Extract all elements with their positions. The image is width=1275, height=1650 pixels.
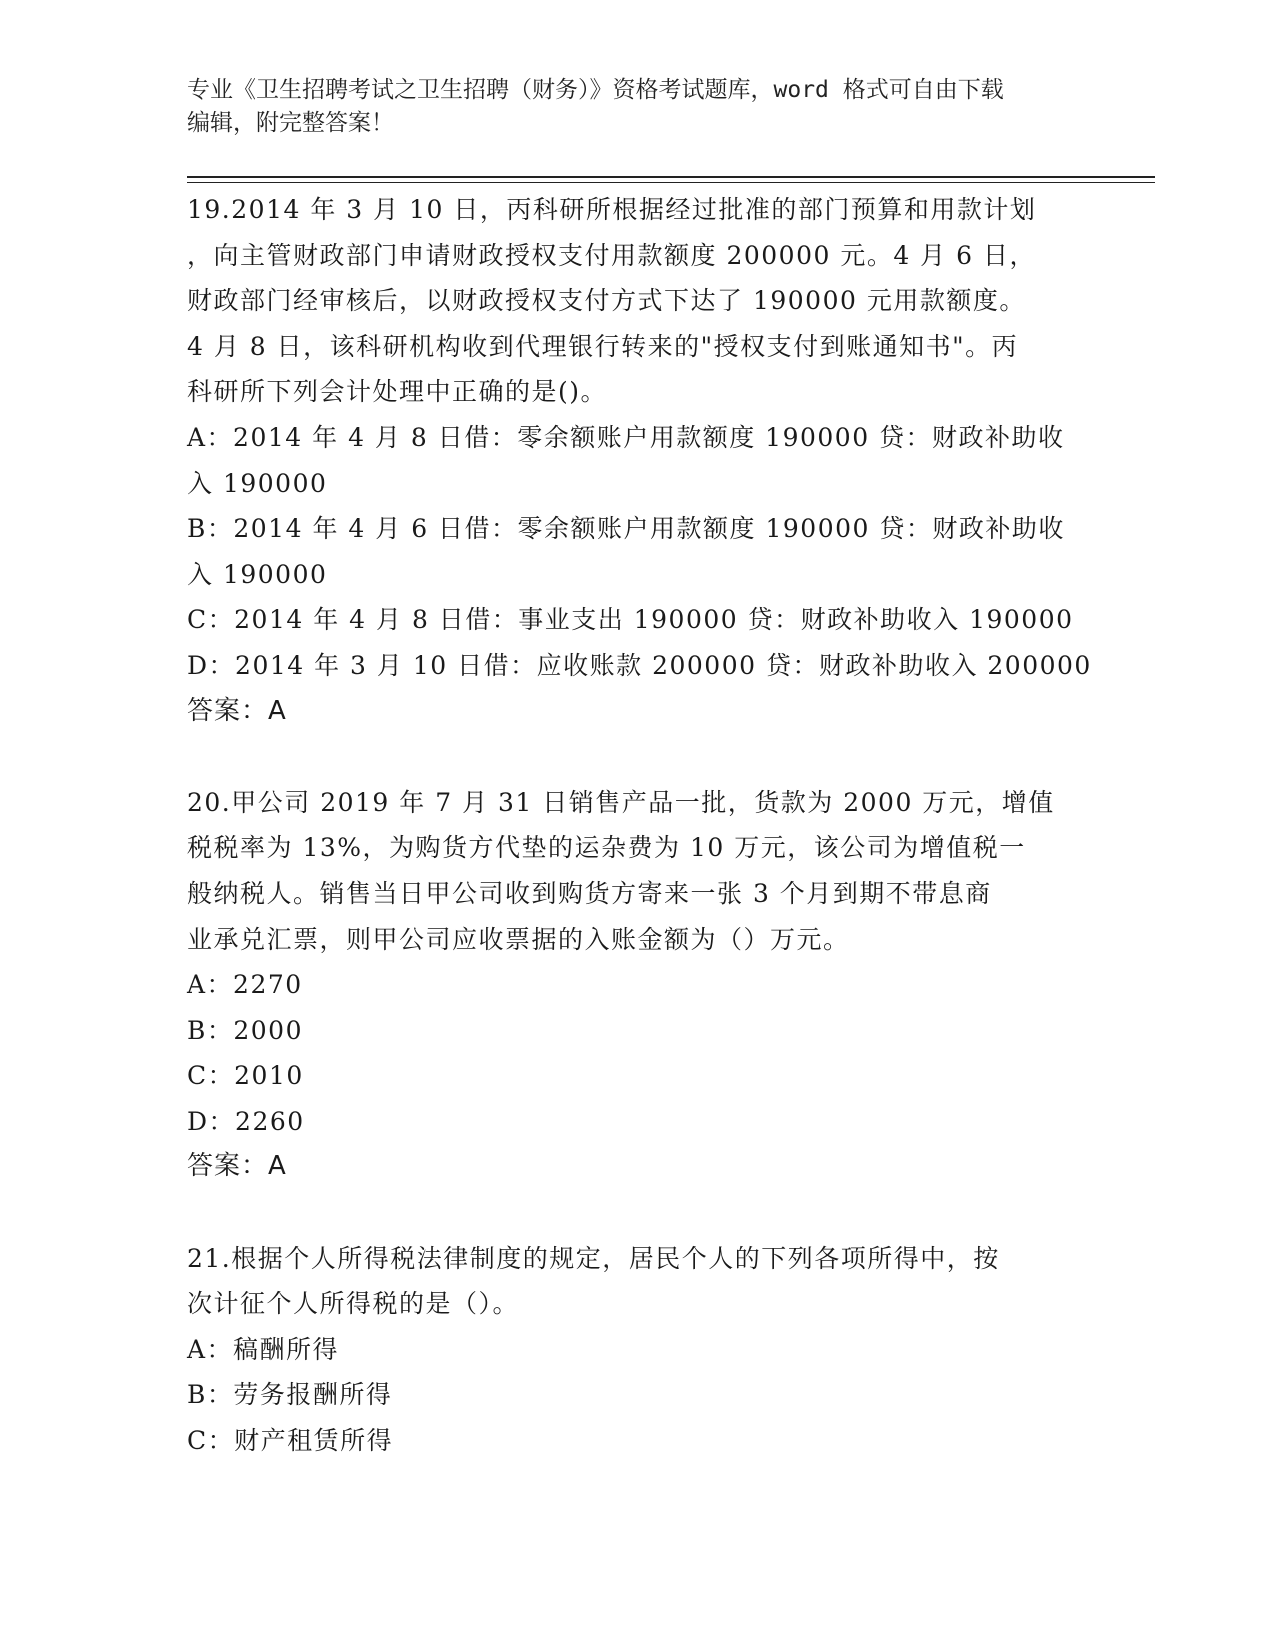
option-b: B：2014 年 4 月 6 日借：零余额账户用款额度 190000 贷：财政补助收 入 190000 <box>187 514 1065 589</box>
header-rule-thick <box>187 176 1155 178</box>
option-d: D：2014 年 3 月 10 日借：应收账款 200000 贷：财政补助收入 200000 <box>187 650 1092 680</box>
option-a: A：2014 年 4 月 8 日借：零余额账户用款额度 190000 贷：财政补助收 入 190000 <box>187 422 1065 498</box>
option-b: B：劳务报酬所得 <box>187 1380 393 1410</box>
option-a: A：2270 <box>187 970 303 1000</box>
answer-line: 答案：A <box>187 695 287 726</box>
question-spacer <box>187 1190 1097 1236</box>
answer-line: 答案：A <box>187 1151 287 1182</box>
question-stem: 20.甲公司 2019 年 7 月 31 日销售产品一批，货款为 2000 万元，增值 税税率为 13%，为购货方代垫的运杂费为 10 万元，该公司为增值税一 般纳税人。销售当日甲公司收到购货方寄来一张 3 个月到期不带息商 业承兑汇票，则甲公司应收票据的入账金额为（）万元。 <box>187 787 1055 954</box>
header-rule-thin <box>187 182 1155 183</box>
question-stem: 21.根据个人所得税法律制度的规定，居民个人的下列各项所得中，按 次计征个人所得税的是（）。 <box>187 1243 1000 1319</box>
question-21 <box>187 1236 1097 1464</box>
option-a: A：稿酬所得 <box>187 1334 340 1364</box>
question-list <box>187 187 1097 1464</box>
question-20 <box>187 780 1097 1190</box>
question-19 <box>187 187 1097 734</box>
question-stem: 19.2014 年 3 月 10 日，丙科研所根据经过批准的部门预算和用款计划 ，向主管财政部门申请财政授权支付用款额度 200000 元。4 月 6 日， 财政部门经审核后，以财政授权支付方式下达了 190000 元用款额度。 4 月 8 日，该科研机构收到代理银行转来的"授权支付到账通知书"。丙 科研所下列会计处理中正确的是()。 <box>187 195 1037 407</box>
question-spacer <box>187 734 1097 780</box>
option-d: D：2260 <box>187 1106 305 1136</box>
option-b: B：2000 <box>187 1015 303 1045</box>
option-c: C：财产租赁所得 <box>187 1426 394 1456</box>
option-c: C：2010 <box>187 1061 304 1091</box>
document-header: 专业《卫生招聘考试之卫生招聘（财务）》资格考试题库，word 格式可自由下载 编辑，附完整答案！ <box>187 77 1004 136</box>
option-c: C：2014 年 4 月 8 日借：事业支出 190000 贷：财政补助收入 190000 <box>187 605 1074 635</box>
